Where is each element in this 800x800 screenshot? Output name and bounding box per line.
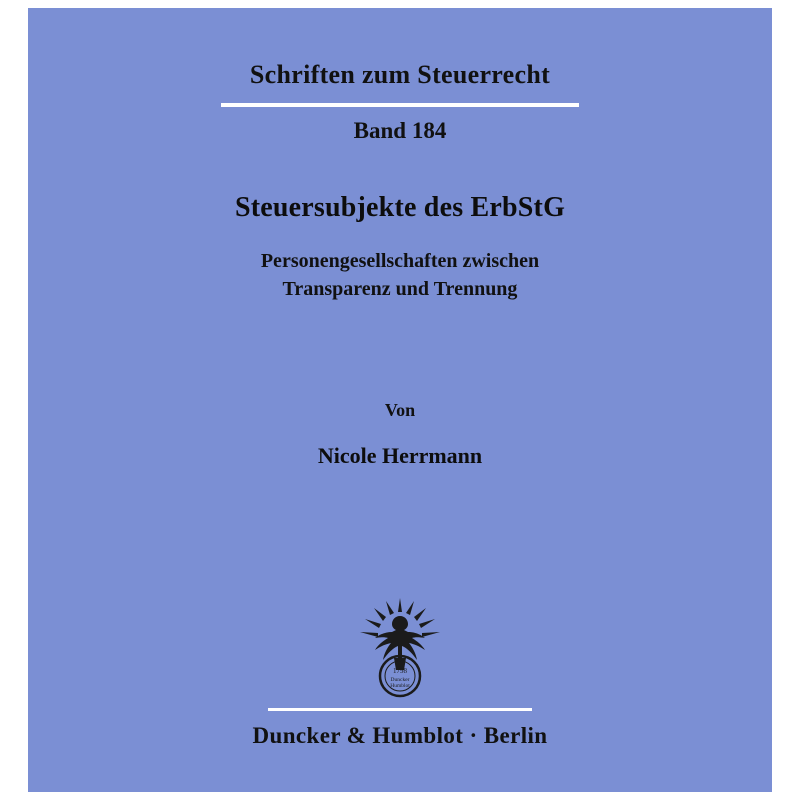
- author-label: Von: [384, 399, 416, 420]
- publisher-logo-container: [28, 596, 772, 704]
- svg-text:Humblot: Humblot: [390, 683, 410, 689]
- subtitle: [261, 247, 539, 304]
- cover-panel: [28, 8, 772, 792]
- publisher-name: Duncker & Humblot · Berlin: [252, 723, 548, 748]
- series-title: Schriften zum Steuerrecht: [249, 60, 551, 89]
- publisher-block: [28, 708, 772, 749]
- title-divider: [221, 103, 579, 107]
- page-title: Steuersubjekte des ErbStG: [234, 192, 566, 223]
- author-name: Nicole Herrmann: [317, 442, 483, 468]
- publisher-divider: [268, 708, 532, 711]
- subtitle-line-1: Personengesellschaften zwischen: [260, 250, 540, 272]
- svg-text:1798: 1798: [393, 667, 407, 675]
- duncker-humblot-eagle-logo-icon: [352, 596, 448, 704]
- volume-number: Band 184: [353, 118, 447, 143]
- svg-text:Duncker: Duncker: [390, 677, 410, 683]
- subtitle-line-2: Transparenz und Trennung: [282, 278, 518, 301]
